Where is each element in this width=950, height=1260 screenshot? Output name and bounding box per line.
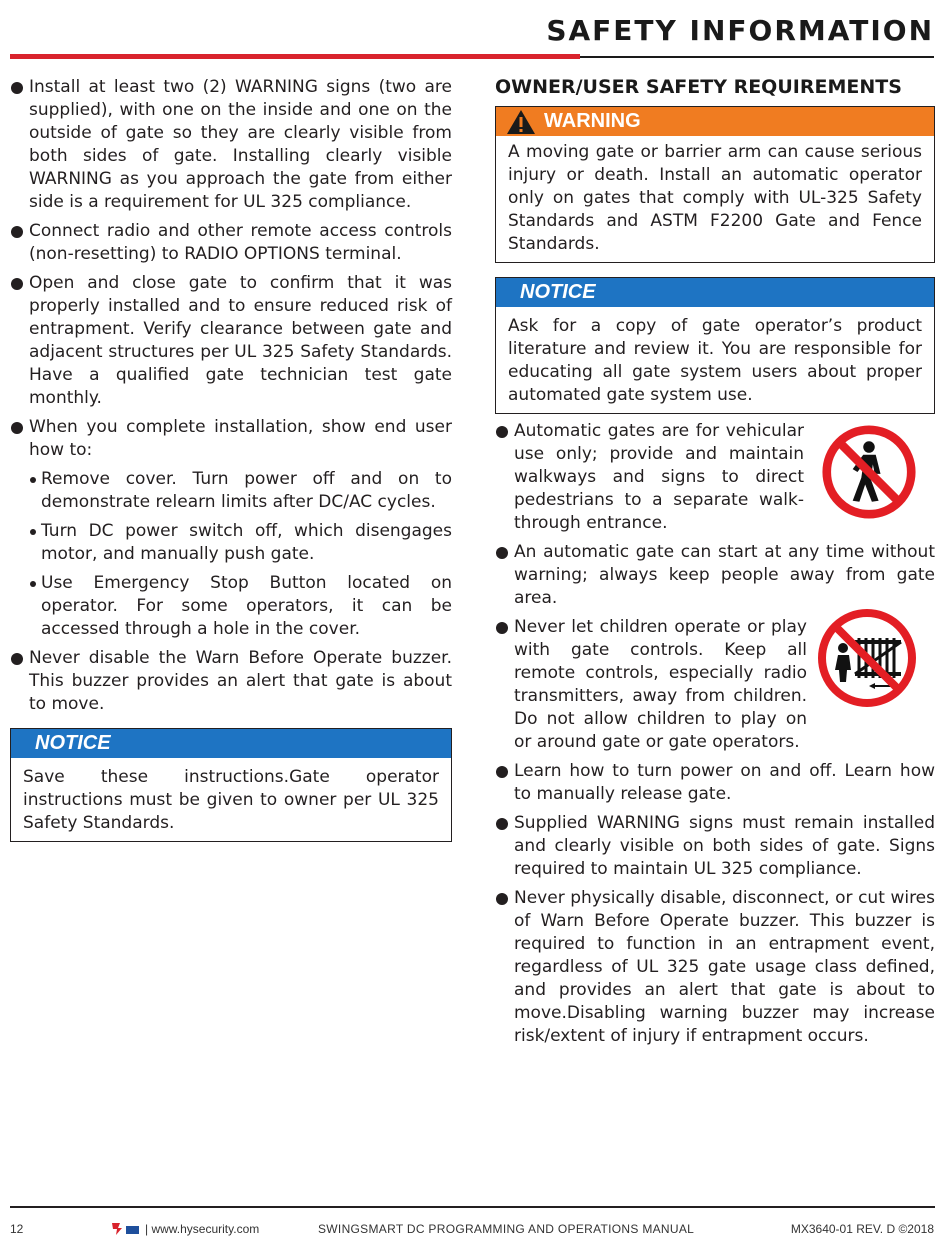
page-title: SAFETY INFORMATION xyxy=(546,14,934,47)
manual-title: SWINGSMART DC PROGRAMMING AND OPERATIONS MANUAL xyxy=(318,1222,695,1236)
title-rule-red xyxy=(10,54,580,59)
pedestrian-section xyxy=(495,420,935,535)
sub-list-item: Use Emergency Stop Button located on operator. For some operators, it can be accessed through a hole in the cover. xyxy=(10,572,452,641)
right-notice-box xyxy=(495,277,935,414)
website-link[interactable]: | www.hysecurity.com xyxy=(145,1222,260,1236)
no-pedestrian-icon xyxy=(821,424,917,520)
list-item: Never physically disable, disconnect, or cut wires of Warn Before Operate buzzer. This buzzer is required to function in an entrapment event, regardless of UL 325 gate usage class defined, and provides an alert that gate is about to move.Disabling warning buzzer may increase risk/extent of injury if entrapment occurs. xyxy=(495,887,935,1048)
right-column xyxy=(495,76,935,1054)
list-item: When you complete installation, show end user how to: xyxy=(10,416,452,462)
footer xyxy=(0,1220,950,1238)
warning-header xyxy=(496,107,934,136)
document-revision: MX3640-01 REV. D ©2018 xyxy=(790,1222,934,1236)
list-item: Supplied WARNING signs must remain installed and clearly visible on both sides of gate. Signs required to maintain UL 325 compliance. xyxy=(495,812,935,881)
left-column xyxy=(10,76,452,842)
sub-list-item: Remove cover. Turn power off and on to demonstrate relearn limits after DC/AC cycles. xyxy=(10,468,452,514)
notice-header: NOTICE xyxy=(11,729,451,758)
list-item: Never disable the Warn Before Operate buzzer. This buzzer provides an alert that gate is about to move. xyxy=(10,647,452,716)
no-children-gate-icon xyxy=(817,608,917,708)
page-number: 12 xyxy=(10,1222,24,1236)
warning-text: A moving gate or barrier arm can cause serious injury or death. Install an automatic operator only on gates that comply with UL-325 Safety Standards and ASTM F2200 Gate and Fence Standards. xyxy=(508,142,922,254)
children-section xyxy=(495,616,935,754)
list-item: Automatic gates are for vehicular use only; provide and maintain walkways and signs to direct pedestrians to a separate walk-through entrance. xyxy=(495,420,804,535)
section-heading: OWNER/USER SAFETY REQUIREMENTS xyxy=(495,76,902,98)
list-item: An automatic gate can start at any time without warning; always keep people away from gate area. xyxy=(495,541,935,610)
title-rule-black xyxy=(580,56,934,58)
footer-rule xyxy=(10,1206,935,1208)
list-item: Never let children operate or play with gate controls. Keep all remote controls, especially radio transmitters, away from children. Do not allow children to play on or around gate or gate operators. xyxy=(495,616,807,754)
notice-text: Ask for a copy of gate operator’s product literature and review it. You are responsible for educating all gate system users about proper automated gate system use. xyxy=(508,316,922,405)
warning-label: WARNING xyxy=(544,110,641,132)
notice-text: Save these instructions.Gate operator instructions must be given to owner per UL 325 Safety Standards. xyxy=(23,767,439,833)
hysecurity-logo-icon xyxy=(110,1220,140,1236)
notice-header: NOTICE xyxy=(496,278,934,307)
warning-box xyxy=(495,106,935,263)
list-item: Learn how to turn power on and off. Learn how to manually release gate. xyxy=(495,760,935,806)
list-item: Connect radio and other remote access controls (non-resetting) to RADIO OPTIONS terminal. xyxy=(10,220,452,266)
warning-triangle-icon xyxy=(506,109,536,135)
list-item: Install at least two (2) WARNING signs (two are supplied), with one on the inside and one on the outside of gate so they are clearly visible from both sides of gate. Installing clearly visible WARNING as you approach the gate from either side is a requirement for UL 325 compliance. xyxy=(10,76,452,214)
left-notice-box xyxy=(10,728,452,842)
sub-list-item: Turn DC power switch off, which disengages motor, and manually push gate. xyxy=(10,520,452,566)
list-item: Open and close gate to confirm that it was properly installed and to ensure reduced risk of entrapment. Verify clearance between gate and adjacent structures per UL 325 Safety Standards. Have a qualified gate technician test gate monthly. xyxy=(10,272,452,410)
